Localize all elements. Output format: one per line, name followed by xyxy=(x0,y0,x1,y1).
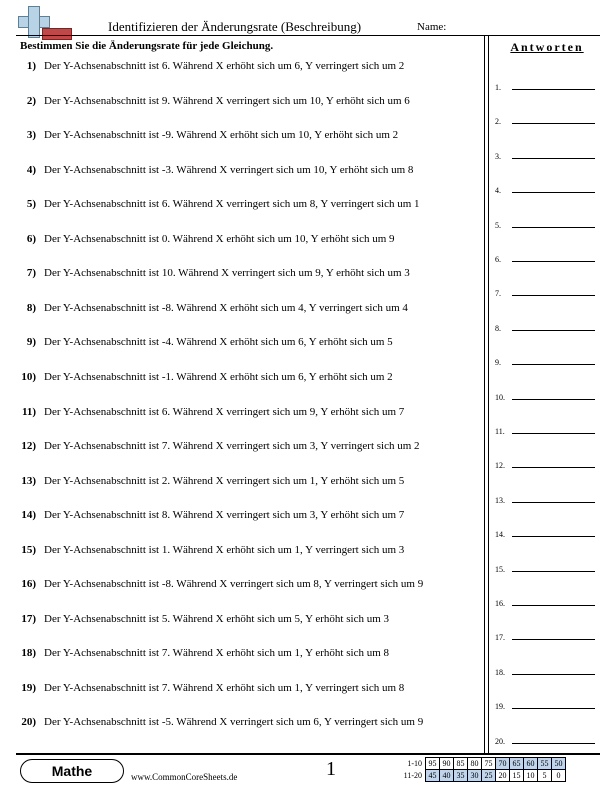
score-cell: 45 xyxy=(426,770,440,782)
answer-blank[interactable] xyxy=(495,250,595,264)
question-text: Der Y-Achsenabschnitt ist 9. Während X verringert sich um 10, Y erhöht sich um 6 xyxy=(44,94,410,107)
answer-blank[interactable] xyxy=(495,732,595,746)
answer-line[interactable] xyxy=(512,674,595,675)
question-text: Der Y-Achsenabschnitt ist 0. Während X erhöht sich um 10, Y erhöht sich um 9 xyxy=(44,232,395,245)
answer-number: 3. xyxy=(495,151,501,161)
question-number: 8) xyxy=(26,301,36,314)
answer-number: 2. xyxy=(495,117,501,127)
answer-blank[interactable] xyxy=(495,594,595,608)
question-text: Der Y-Achsenabschnitt ist 10. Während X verringert sich um 9, Y erhöht sich um 3 xyxy=(44,267,410,280)
answer-blank[interactable] xyxy=(495,663,595,677)
subject-badge: Mathe xyxy=(20,759,124,783)
question-item xyxy=(18,60,404,72)
question-number: 7) xyxy=(26,267,36,280)
question-number: 11) xyxy=(21,405,36,418)
answer-line[interactable] xyxy=(512,708,595,709)
answer-column-divider xyxy=(484,35,489,753)
score-cell: 70 xyxy=(496,758,510,770)
answer-number: 15. xyxy=(495,564,505,574)
answer-blank[interactable] xyxy=(495,697,595,711)
question-item xyxy=(18,647,389,659)
question-number: 2) xyxy=(26,94,36,107)
answer-number: 4. xyxy=(495,186,501,196)
answer-line[interactable] xyxy=(512,502,595,503)
score-cell: 30 xyxy=(468,770,482,782)
score-cell: 55 xyxy=(538,758,552,770)
answer-blank[interactable] xyxy=(495,78,595,92)
answer-line[interactable] xyxy=(512,261,595,262)
answer-number: 14. xyxy=(495,530,505,540)
question-text: Der Y-Achsenabschnitt ist -4. Während X erhöht sich um 6, Y erhöht sich um 5 xyxy=(44,336,393,349)
answer-blank[interactable] xyxy=(495,491,595,505)
answer-line[interactable] xyxy=(512,158,595,159)
question-text: Der Y-Achsenabschnitt ist 2. Während X verringert sich um 1, Y erhöht sich um 5 xyxy=(44,474,405,487)
question-number: 18) xyxy=(21,647,36,660)
answer-number: 19. xyxy=(495,702,505,712)
question-text: Der Y-Achsenabschnitt ist 1. Während X erhöht sich um 1, Y verringert sich um 3 xyxy=(44,543,405,556)
answer-line[interactable] xyxy=(512,571,595,572)
question-item xyxy=(18,440,420,452)
answer-line[interactable] xyxy=(512,743,595,744)
question-text: Der Y-Achsenabschnitt ist 5. Während X erhöht sich um 5, Y erhöht sich um 3 xyxy=(44,612,390,625)
answer-blank[interactable] xyxy=(495,353,595,367)
question-number: 17) xyxy=(21,612,36,625)
answer-blank[interactable] xyxy=(495,456,595,470)
header-divider xyxy=(16,35,600,36)
answer-line[interactable] xyxy=(512,364,595,365)
question-item xyxy=(18,578,423,590)
answer-line[interactable] xyxy=(512,399,595,400)
question-number: 5) xyxy=(26,198,36,211)
question-text: Der Y-Achsenabschnitt ist -8. Während X verringert sich um 8, Y verringert sich um 9 xyxy=(44,578,424,591)
answer-number: 6. xyxy=(495,255,501,264)
question-text: Der Y-Achsenabschnitt ist 7. Während X erhöht sich um 1, Y verringert sich um 8 xyxy=(44,681,405,694)
question-number: 13) xyxy=(21,474,36,487)
name-label: Name: xyxy=(417,21,447,33)
question-text: Der Y-Achsenabschnitt ist -9. Während X erhöht sich um 10, Y erhöht sich um 2 xyxy=(44,129,399,142)
answer-line[interactable] xyxy=(512,295,595,296)
answer-number: 9. xyxy=(495,358,501,368)
answer-number: 7. xyxy=(495,289,501,299)
answer-line[interactable] xyxy=(512,639,595,640)
question-text: Der Y-Achsenabschnitt ist 6. Während X erhöht sich um 6, Y verringert sich um 2 xyxy=(44,60,405,72)
question-item xyxy=(18,302,408,314)
answer-number: 13. xyxy=(495,495,505,505)
score-cell: 90 xyxy=(440,758,454,770)
score-cell: 95 xyxy=(426,758,440,770)
score-cell: 80 xyxy=(468,758,482,770)
answer-blank[interactable] xyxy=(495,147,595,161)
book-icon xyxy=(42,28,72,40)
question-number: 6) xyxy=(26,232,36,245)
plus-icon-vertical xyxy=(28,6,40,38)
score-row xyxy=(392,770,566,782)
question-item xyxy=(18,509,404,521)
score-cell: 65 xyxy=(510,758,524,770)
instructions: Bestimmen Sie die Änderungsrate für jede Gleichung. xyxy=(20,40,274,52)
question-number: 1) xyxy=(26,60,36,72)
answer-blank[interactable] xyxy=(495,525,595,539)
score-cell: 0 xyxy=(552,770,566,782)
question-number: 9) xyxy=(26,336,36,349)
footer-divider xyxy=(16,753,600,755)
score-row xyxy=(392,758,566,770)
answer-number: 20. xyxy=(495,736,505,746)
score-cell: 5 xyxy=(538,770,552,782)
score-cell: 75 xyxy=(482,758,496,770)
score-cell: 85 xyxy=(454,758,468,770)
question-item xyxy=(18,406,404,418)
question-number: 3) xyxy=(26,129,36,142)
answer-blank[interactable] xyxy=(495,284,595,298)
question-text: Der Y-Achsenabschnitt ist -5. Während X verringert sich um 6, Y verringert sich um 9 xyxy=(44,716,424,729)
question-number: 16) xyxy=(21,578,36,591)
answer-blank[interactable] xyxy=(495,422,595,436)
answer-line[interactable] xyxy=(512,89,595,90)
answer-line[interactable] xyxy=(512,192,595,193)
answer-blank[interactable] xyxy=(495,181,595,195)
question-number: 20) xyxy=(21,716,36,729)
question-item xyxy=(18,682,404,694)
question-number: 19) xyxy=(21,681,36,694)
answer-line[interactable] xyxy=(512,433,595,434)
question-item xyxy=(18,129,398,141)
answer-blank[interactable] xyxy=(495,560,595,574)
question-item xyxy=(18,267,410,279)
answer-number: 8. xyxy=(495,323,501,333)
question-number: 10) xyxy=(21,370,36,383)
question-number: 4) xyxy=(26,163,36,176)
question-item xyxy=(18,336,393,348)
answer-number: 10. xyxy=(495,392,505,402)
question-text: Der Y-Achsenabschnitt ist -3. Während X verringert sich um 10, Y erhöht sich um 8 xyxy=(44,163,414,176)
footer-url: www.CommonCoreSheets.de xyxy=(131,772,238,782)
question-text: Der Y-Achsenabschnitt ist 8. Während X verringert sich um 3, Y erhöht sich um 7 xyxy=(44,509,405,522)
score-table xyxy=(392,757,566,782)
question-item xyxy=(18,233,395,245)
question-item xyxy=(18,164,413,176)
question-item xyxy=(18,544,404,556)
answer-line[interactable] xyxy=(512,467,595,468)
question-text: Der Y-Achsenabschnitt ist 6. Während X verringert sich um 8, Y verringert sich um 1 xyxy=(44,198,420,211)
commoncoresheets-logo xyxy=(16,6,70,38)
score-cell: 35 xyxy=(454,770,468,782)
question-item xyxy=(18,198,420,210)
question-text: Der Y-Achsenabschnitt ist -8. Während X erhöht sich um 4, Y verringert sich um 4 xyxy=(44,301,408,314)
question-text: Der Y-Achsenabschnitt ist -1. Während X erhöht sich um 6, Y erhöht sich um 2 xyxy=(44,370,393,383)
answer-number: 16. xyxy=(495,599,505,608)
answer-number: 5. xyxy=(495,220,501,230)
question-item xyxy=(18,613,389,625)
answer-blank[interactable] xyxy=(495,319,595,333)
answer-line[interactable] xyxy=(512,123,595,124)
question-item xyxy=(18,371,393,383)
question-item xyxy=(18,716,423,728)
score-cell: 20 xyxy=(496,770,510,782)
answer-number: 1. xyxy=(495,83,501,92)
answer-line[interactable] xyxy=(512,227,595,228)
answer-blank[interactable] xyxy=(495,216,595,230)
score-cell: 15 xyxy=(510,770,524,782)
score-cell: 40 xyxy=(440,770,454,782)
answer-blank[interactable] xyxy=(495,628,595,642)
question-text: Der Y-Achsenabschnitt ist 7. Während X erhöht sich um 1, Y erhöht sich um 8 xyxy=(44,647,390,660)
score-cell: 25 xyxy=(482,770,496,782)
question-number: 14) xyxy=(21,509,36,522)
answer-blank[interactable] xyxy=(495,388,595,402)
question-number: 15) xyxy=(21,543,36,556)
answer-line[interactable] xyxy=(512,605,595,606)
answer-number: 11. xyxy=(495,427,505,436)
score-cell: 50 xyxy=(552,758,566,770)
worksheet-title: Identifizieren der Änderungsrate (Beschreibung) xyxy=(108,19,362,34)
answer-number: 18. xyxy=(495,667,505,677)
score-cell: 10 xyxy=(524,770,538,782)
score-range: 11-20 xyxy=(403,771,422,780)
answer-line[interactable] xyxy=(512,536,595,537)
page-number: 1 xyxy=(326,758,336,780)
answer-number: 12. xyxy=(495,461,505,471)
answer-blank[interactable] xyxy=(495,112,595,126)
score-range: 1-10 xyxy=(407,759,422,768)
question-item xyxy=(18,475,404,487)
question-text: Der Y-Achsenabschnitt ist 6. Während X verringert sich um 9, Y erhöht sich um 7 xyxy=(44,405,405,418)
question-text: Der Y-Achsenabschnitt ist 7. Während X verringert sich um 3, Y verringert sich um 2 xyxy=(44,440,420,453)
answer-number: 17. xyxy=(495,633,505,643)
answer-line[interactable] xyxy=(512,330,595,331)
question-item xyxy=(18,95,410,107)
score-cell: 60 xyxy=(524,758,538,770)
answers-heading: Antworten xyxy=(510,40,584,54)
question-number: 12) xyxy=(21,440,36,453)
